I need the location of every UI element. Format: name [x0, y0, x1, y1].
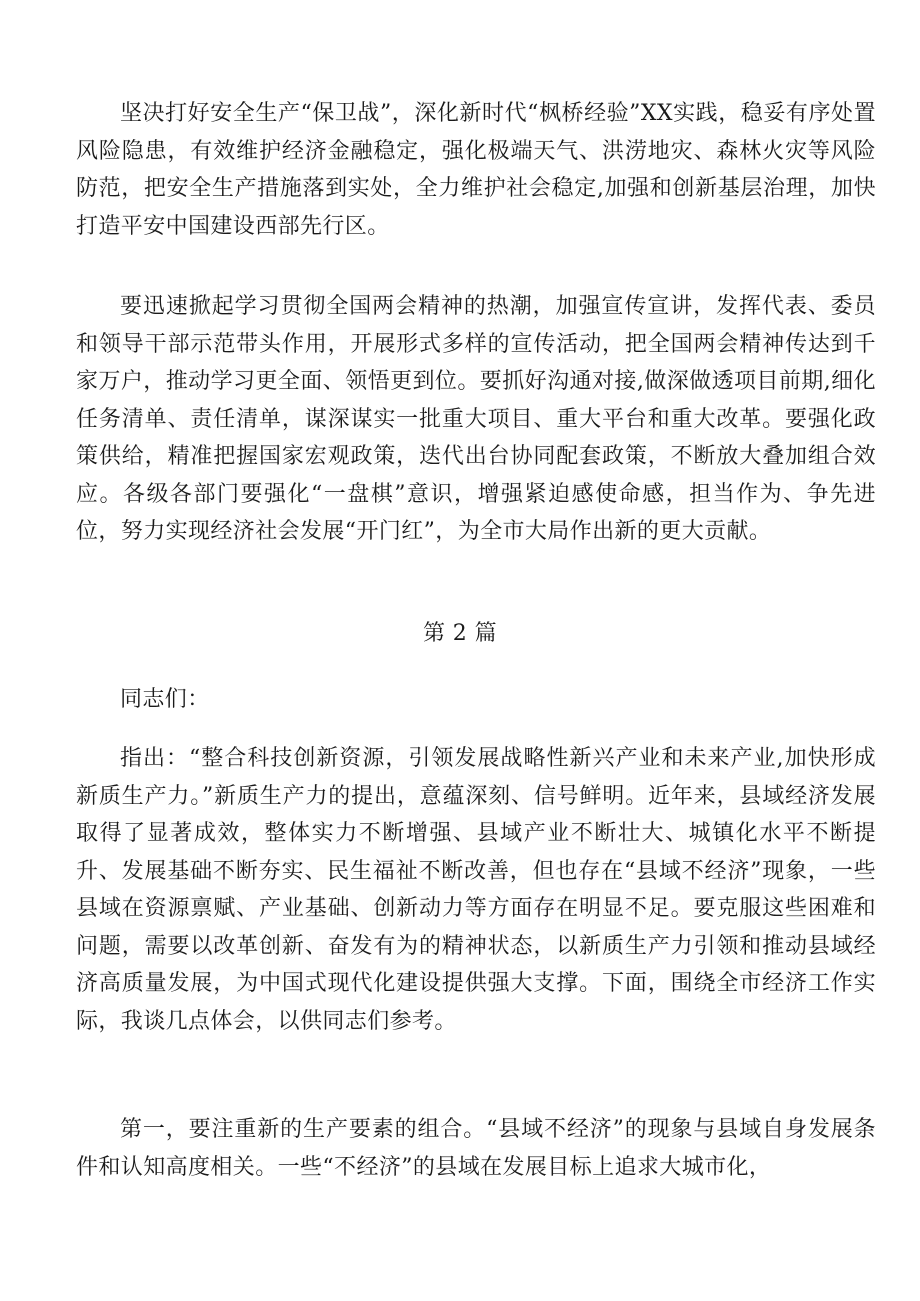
section-heading: 第 2 篇 [423, 621, 497, 646]
paragraph-first-point: 第一，要注重新的生产要素的组合。“县域不经济”的现象与县域自身发展条件和认知高度相关。一些“不经济”的县域在发展目标上追求大城市化， [76, 1117, 876, 1180]
salutation: 同志们： [120, 687, 210, 712]
paragraph-safety-production: 坚决打好安全生产“保卫战”，深化新时代“枫桥经验”XX实践，稳妥有序处置风险隐患，有效维护经济金融稳定，强化极端天气、洪涝地灾、森林火灾等风险防范，把安全生产措施落到实处，全力维护社会稳定,加强和创新基层治理，加快打造平安中国建设西部先行区。 [76, 101, 876, 239]
paragraph-two-sessions-spirit: 要迅速掀起学习贯彻全国两会精神的热潮，加强宣传宣讲，发挥代表、委员和领导干部示范带头作用，开展形式多样的宣传活动，把全国两会精神传达到千家万户，推动学习更全面、领悟更到位。要抓好沟通对接,做深做透项目前期,细化任务清单、责任清单，谋深谋实一批重大项目、重大平台和重大改革。要强化政策供给，精准把握国家宏观政策，迭代出台协同配套政策，不断放大叠加组合效应。各级各部门要强化“一盘棋”意识，增强紧迫感使命感，担当作为、争先进位，努力实现经济社会发展“开门红”，为全市大局作出新的更大贡献。 [76, 294, 876, 544]
paragraph-new-productivity: 指出：“整合科技创新资源，引领发展战略性新兴产业和未来产业,加快形成新质生产力。”新质生产力的提出，意蕴深刻、信号鲜明。近年来，县域经济发展取得了显著成效，整体实力不断增强、县域产业不断壮大、城镇化水平不断提升、发展基础不断夯实、民生福祉不断改善，但也存在“县域不经济”现象，一些县域在资源禀赋、产业基础、创新动力等方面存在明显不足。要克服这些困难和问题，需要以改革创新、奋发有为的精神状态，以新质生产力引领和推动县域经济高质量发展，为中国式现代化建设提供强大支撑。下面，围绕全市经济工作实际，我谈几点体会，以供同志们参考。 [76, 746, 876, 1034]
